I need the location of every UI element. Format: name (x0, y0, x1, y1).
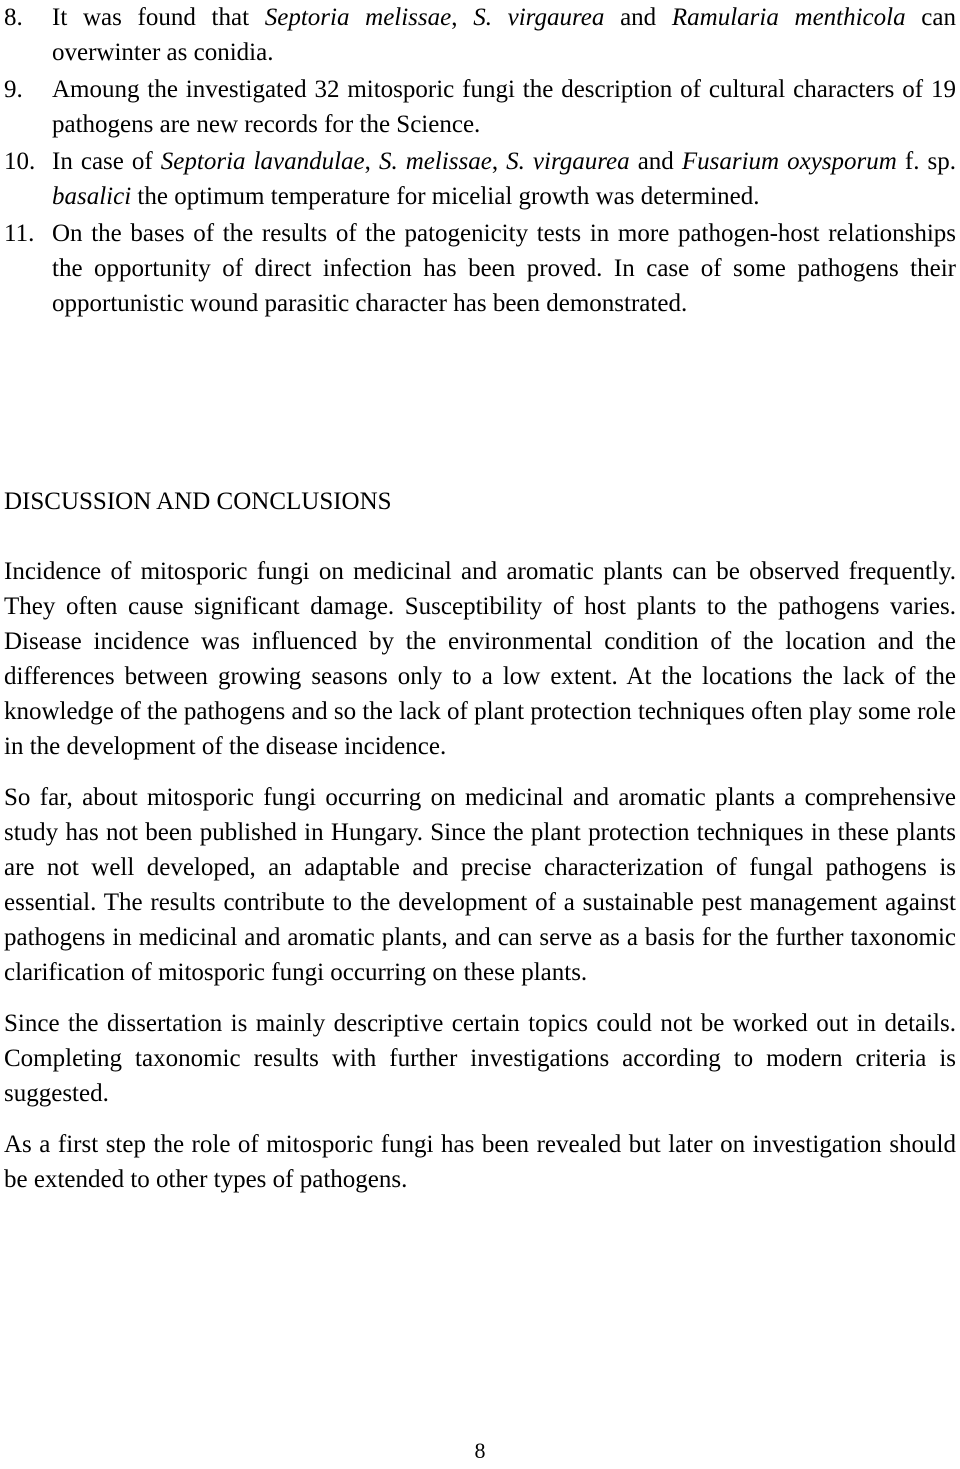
discussion-body (4, 554, 956, 1197)
page-number: 8 (474, 1438, 486, 1463)
species-name: S. virgaurea (506, 148, 630, 175)
paragraph: As a first step the role of mitosporic fungi has been revealed but later on investigation should be extended to other types of pathogens. (4, 1131, 956, 1193)
text-run: the optimum temperature for micelial growth was determined. (131, 183, 760, 210)
finding-number: 11. (4, 220, 35, 247)
section-heading: DISCUSSION AND CONCLUSIONS (4, 488, 392, 515)
finding-number: 9. (4, 76, 23, 103)
text-run: , (491, 148, 507, 175)
text-run: On the bases of the results of the patogenicity tests in more pathogen-host relationships the opportunity of direct infection has been proved. In case of some pathogens their opportunistic wound parasitic character has been demonstrated. (52, 220, 956, 317)
text-run: f. sp. (896, 148, 956, 175)
text-run: It was found that (52, 4, 265, 31)
species-name: S. melissae (378, 148, 492, 175)
species-name: S. virgaurea (473, 4, 605, 31)
finding-number: 8. (4, 4, 23, 31)
species-name: basalici (52, 183, 132, 210)
text-run: , (451, 4, 474, 31)
text-run: and (604, 4, 672, 31)
finding-item (4, 216, 956, 321)
finding-text (52, 148, 956, 210)
paragraph: So far, about mitosporic fungi occurring on medicinal and aromatic plants a comprehensive study has not been published in Hungary. Since the plant protection techniques in these plants are not well developed, an adaptable and precise characterization of fungal pathogens is essential. The results contribute to the development of a sustainable pest management against pathogens in medicinal and aromatic plants, and can serve as a basis for the further taxonomic clarification of mitosporic fungi occurring on these plants. (4, 784, 956, 986)
finding-item (4, 0, 956, 70)
finding-item (4, 72, 956, 142)
text-run: Amoung the investigated 32 mitosporic fungi the description of cultural characters of 19 pathogens are new records for the Science. (52, 76, 956, 138)
document-page (4, 0, 956, 1193)
text-run: In case of (52, 148, 161, 175)
paragraph: Incidence of mitosporic fungi on medicinal and aromatic plants can be observed frequently. They often cause significant damage. Susceptibility of host plants to the pathogens varies. Disease incidence was influenced by the environmental condition of the location and the differences between growing seasons only to a low extent. At the locations the lack of the knowledge of the pathogens and so the lack of plant protection techniques often play some role in the development of the disease incidence. (4, 558, 956, 760)
species-name: Fusarium oxysporum (681, 148, 897, 175)
finding-text (52, 76, 956, 138)
text-run: and (629, 148, 682, 175)
findings-list (4, 0, 956, 321)
species-name: Septoria melissae (264, 4, 452, 31)
species-name: Septoria lavandulae (160, 148, 365, 175)
finding-text (52, 220, 956, 317)
text-run: can overwinter as conidia. (52, 4, 956, 66)
finding-number: 10. (4, 148, 36, 175)
species-name: Ramularia menthicola (671, 4, 906, 31)
paragraph: Since the dissertation is mainly descriptive certain topics could not be worked out in details. Completing taxonomic results with further investigations according to modern criteria is suggested. (4, 1010, 956, 1107)
finding-item (4, 144, 956, 214)
finding-text (52, 4, 956, 66)
text-run: , (364, 148, 379, 175)
